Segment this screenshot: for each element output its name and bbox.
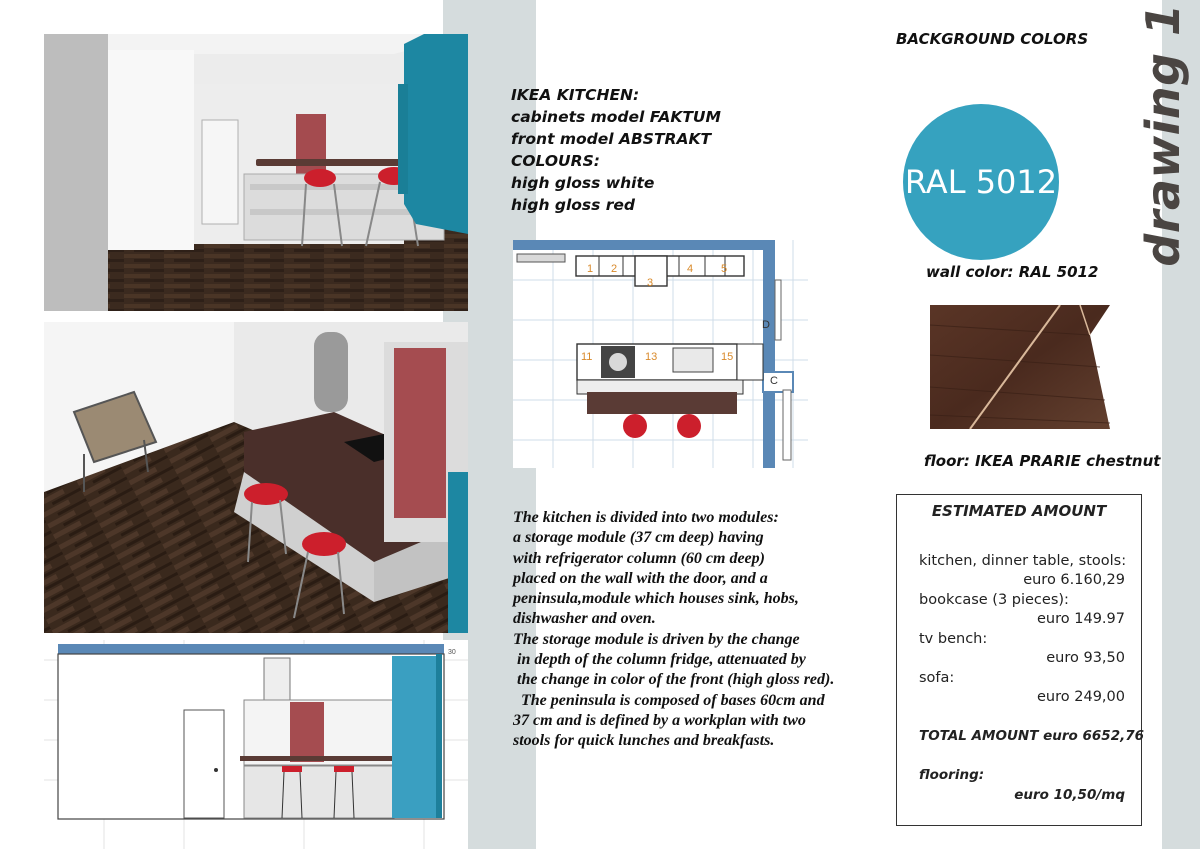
spec-line: COLOURS:	[511, 152, 600, 170]
description-line: in depth of the column fridge, attenuated by	[513, 651, 806, 669]
description-line: a storage module (37 cm deep) having	[513, 529, 764, 547]
plan-door-letter: D	[762, 319, 770, 331]
plan-cabinet-number: 3	[647, 277, 654, 289]
description-line: the change in color of the front (high gloss red).	[513, 671, 835, 689]
kitchen-floor-plan	[513, 240, 808, 468]
description-line: peninsula,module which houses sink, hobs,	[513, 590, 799, 608]
description-line: stools for quick lunches and breakfasts.	[513, 732, 775, 750]
kitchen-elevation-drawing	[44, 640, 468, 849]
spec-line: front model ABSTRAKT	[511, 130, 712, 148]
plan-peninsula-number: 15	[721, 351, 734, 363]
estimate-flooring-label: flooring:	[919, 767, 985, 783]
plan-peninsula-number: 13	[645, 351, 658, 363]
estimate-flooring-value: euro 10,50/mq	[1014, 787, 1125, 803]
estimate-item-value: euro 149.97	[1037, 611, 1125, 627]
estimate-item-label: tv bench:	[919, 631, 988, 647]
plan-cabinet-number: 1	[587, 263, 594, 275]
plan-door-letter: C	[770, 375, 778, 387]
description-line: 37 cm and is defined by a workplan with two	[513, 711, 806, 729]
description-line: The peninsula is composed of bases 60cm and	[513, 691, 825, 709]
floor-caption: floor: IKEA PRARIE chestnut	[924, 452, 1161, 470]
elevation-scale-mark: 30	[448, 649, 456, 656]
estimate-title: ESTIMATED AMOUNT	[931, 502, 1107, 520]
wall-color-caption: wall color: RAL 5012	[926, 263, 1099, 281]
description-line: placed on the wall with the door, and a	[513, 569, 768, 587]
plan-cabinet-number: 2	[611, 263, 618, 275]
floor-sample-image	[930, 305, 1110, 429]
plan-peninsula-number: 11	[581, 351, 593, 363]
estimate-item-value: euro 93,50	[1046, 650, 1125, 666]
kitchen-render-overhead	[44, 322, 468, 633]
description-line: The storage module is driven by the change	[513, 630, 800, 648]
description-line: with refrigerator column (60 cm deep)	[513, 549, 765, 567]
spec-line: high gloss red	[511, 196, 636, 214]
estimated-amount-box	[896, 494, 1145, 826]
spec-line: cabinets model FAKTUM	[511, 108, 721, 126]
plan-cabinet-number: 4	[687, 263, 694, 275]
estimate-total: TOTAL AMOUNT euro 6652,76	[919, 728, 1145, 744]
wall-color-swatch	[903, 104, 1059, 260]
description-line: The kitchen is divided into two modules:	[513, 509, 779, 526]
estimate-item-value: euro 6.160,29	[1023, 572, 1125, 588]
background-colors-heading: BACKGROUND COLORS	[896, 30, 1089, 48]
plan-cabinet-number: 5	[721, 263, 728, 275]
drawing-number-title	[1113, 3, 1200, 267]
estimate-item-label: kitchen, dinner table, stools:	[919, 553, 1127, 569]
estimate-item-label: bookcase (3 pieces):	[919, 592, 1069, 608]
kitchen-render-front	[44, 34, 468, 311]
kitchen-description	[513, 508, 893, 752]
estimate-item-value: euro 249,00	[1037, 689, 1125, 705]
kitchen-spec	[511, 84, 721, 216]
drawing-number-text: drawing 1	[1136, 3, 1190, 267]
estimate-item-label: sofa:	[919, 670, 955, 686]
swatch-label: RAL 5012	[904, 163, 1058, 201]
spec-line: IKEA KITCHEN:	[511, 86, 640, 104]
description-line: dishwasher and oven.	[513, 610, 656, 628]
spec-line: high gloss white	[511, 174, 655, 192]
